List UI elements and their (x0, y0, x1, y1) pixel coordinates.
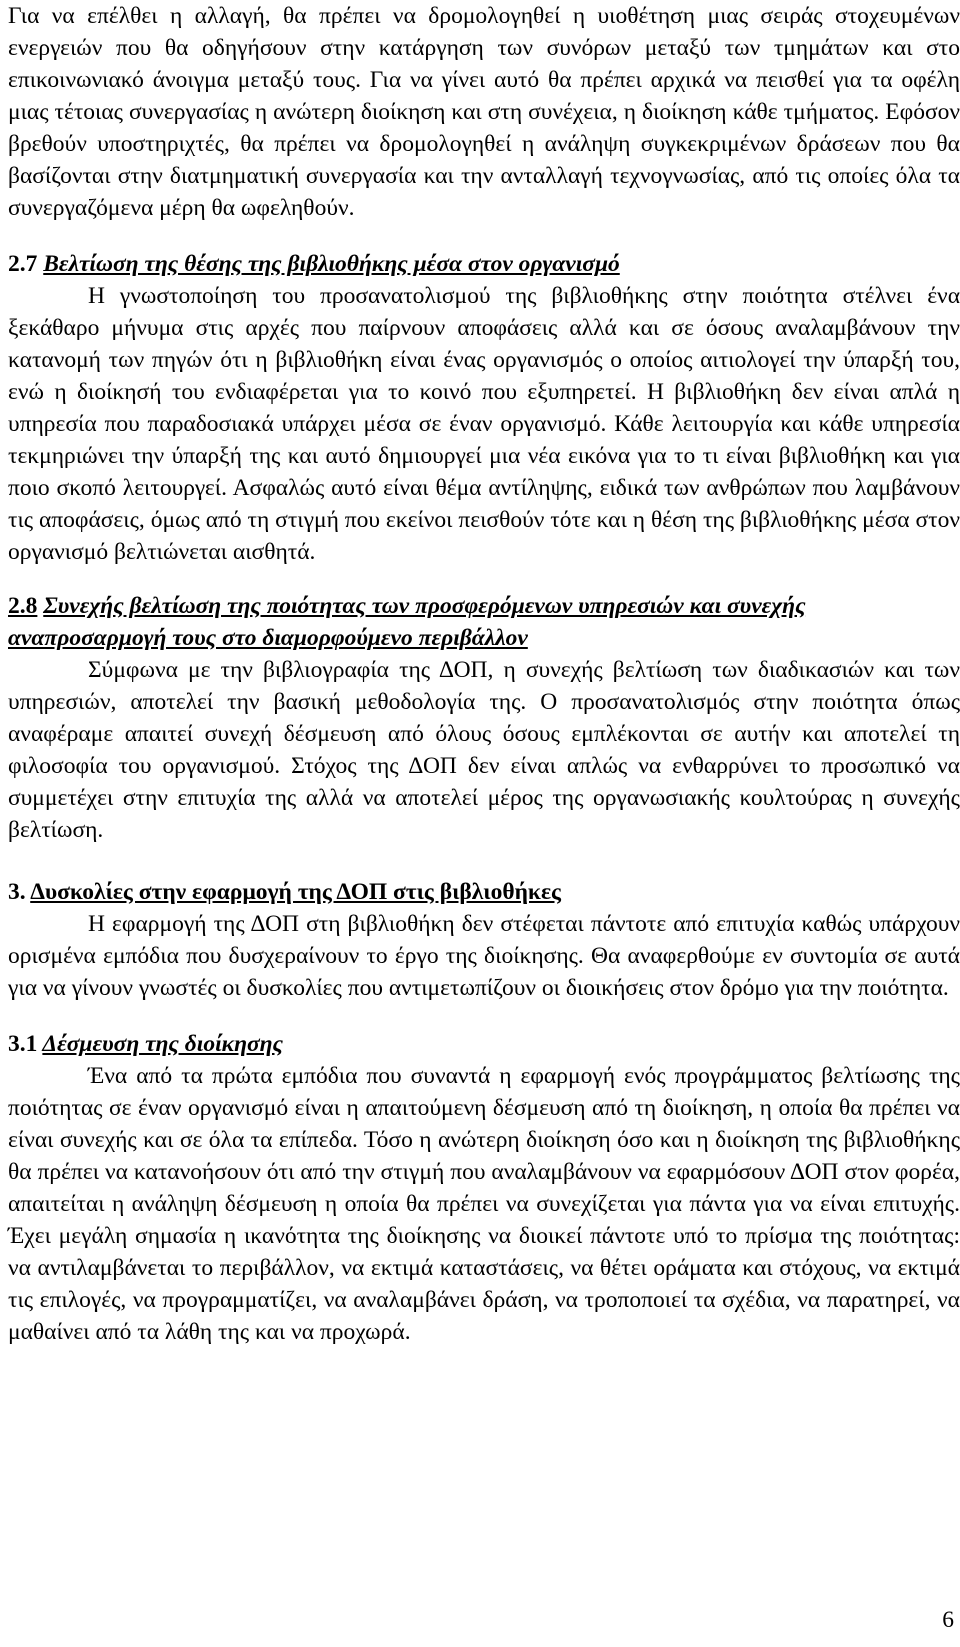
spacer (8, 568, 960, 590)
section-heading-2-8 (8, 590, 960, 654)
section-number: 3.1 (8, 1031, 38, 1057)
spacer (8, 1004, 960, 1028)
section-heading-2-7 (8, 248, 960, 280)
section-body-2-7: Η γνωστοποίηση του προσανατολισμού της βιβλιοθήκης στην ποιότητα στέλνει ένα ξεκάθαρο μήνυμα στις αρχές που παίρνουν αποφάσεις αλλά και σε όσους αναλαμβάνουν την κατανομή των πηγών ότι η βιβλιοθήκη είναι ένας οργανισμός ο οποίος αιτιολογεί την ύπαρξή του, ενώ η διοίκησή του ενδιαφέρεται για το κοινό που εξυπηρετεί. Η βιβλιοθήκη δεν είναι απλά η υπηρεσία που παραδοσιακά υπάρχει μέσα σε έναν οργανισμό. Κάθε λειτουργία και κάθε υπηρεσία τεκμηριώνει την ύπαρξή της και αυτό δημιουργεί μια νέα εικόνα για το τι είναι βιβλιοθήκη και για ποιο σκοπό λειτουργεί. Ασφαλώς αυτό είναι θέμα αντίληψης, ειδικά των ανθρώπων που λαμβάνουν τις αποφάσεις, όμως από τη στιγμή που εκείνοι πεισθούν τότε και η θέση της βιβλιοθήκης μέσα στον οργανισμό βελτιώνεται αισθητά. (8, 283, 960, 565)
section-title: Βελτίωση της θέσης της βιβλιοθήκης μέσα στον οργανισμό (43, 251, 620, 277)
spacer (8, 224, 960, 248)
section-body-3: Η εφαρμογή της ΔΟΠ στη βιβλιοθήκη δεν στέφεται πάντοτε από επιτυχία καθώς υπάρχουν ορισμένα εμπόδια που δυσχεραίνουν το έργο της διοίκησης. Θα αναφερθούμε εν συντομία σε αυτά για να γίνουν γνωστές οι δυσκολίες που αντιμετωπίζουν οι διοικήσεις στον δρόμο για την ποιότητα. (8, 911, 960, 1001)
section-title: Συνεχής βελτίωση της ποιότητας των προσφερόμενων υπηρεσιών και συνεχής αναπροσαρμογή τους στο διαμορφούμενο περιβάλλον (8, 593, 806, 651)
section-title: Δυσκολίες στην εφαρμογή της ΔΟΠ στις βιβλιοθήκες (30, 879, 561, 905)
intro-paragraph: Για να επέλθει η αλλαγή, θα πρέπει να δρομολογηθεί η υιοθέτηση μιας σειράς στοχευμένων ενεργειών που θα οδηγήσουν στην κατάργηση των συνόρων μεταξύ των τμημάτων και στο επικοινωνιακό άνοιγμα μεταξύ τους. Για να γίνει αυτό θα πρέπει αρχικά να πεισθεί για τα οφέλη μιας τέτοιας συνεργασίας η ανώτερη διοίκηση και στη συνέχεια, η διοίκηση κάθε τμήματος. Εφόσον βρεθούν υποστηριχτές, θα πρέπει να δρομολογηθεί η ανάληψη συγκεκριμένων δράσεων που θα βασίζονται στην διατμηματική συνεργασία και την ανταλλαγή τεχνογνωσίας, από τις οποίες όλα τα συνεργαζόμενα μέρη θα ωφεληθούν. (8, 3, 960, 221)
section-title: Δέσμευση της διοίκησης (42, 1031, 284, 1057)
page-number: 6 (942, 1607, 954, 1633)
spacer (8, 846, 960, 876)
section-body-3-1: Ένα από τα πρώτα εμπόδια που συναντά η εφαρμογή ενός προγράμματος βελτίωσης της ποιότητας σε έναν οργανισμό είναι η απαιτούμενη δέσμευση από τη διοίκηση, η οποία θα πρέπει να είναι συνεχής και σε όλα τα επίπεδα. Τόσο η ανώτερη διοίκηση όσο και η διοίκηση της βιβλιοθήκης θα πρέπει να κατανοήσουν ότι από την στιγμή που αναλαμβάνουν να εφαρμόσουν ΔΟΠ στον φορέα, απαιτείται η ανάληψη δέσμευση η οποία θα πρέπει να συνεχίζεται για πάντα για να είναι επιτυχής. Έχει μεγάλη σημασία η ικανότητα της διοίκησης να διοικεί πάντοτε υπό το πρίσμα της ποιότητας: να αντιλαμβάνεται το περιβάλλον, να εκτιμά καταστάσεις, να θέτει οράματα και στόχους, να εκτιμά τις επιλογές, να προγραμματίζει, να αναλαμβάνει δράση, να τροποποιεί τα σχέδια, να παρατηρεί, να μαθαίνει από τα λάθη της και να προχωρά. (8, 1063, 960, 1345)
document-page (8, 0, 960, 1348)
section-heading-3-1 (8, 1028, 960, 1060)
section-number: 2.8 (8, 593, 38, 619)
section-number: 2.7 (8, 251, 38, 277)
section-number: 3. (8, 879, 26, 905)
section-heading-3 (8, 876, 960, 908)
section-body-2-8: Σύμφωνα με την βιβλιογραφία της ΔΟΠ, η συνεχής βελτίωση των διαδικασιών και των υπηρεσιών, αποτελεί την βασική μεθοδολογία της. Ο προσανατολισμός στην ποιότητα όπως αναφέραμε απαιτεί συνεχή δέσμευση από όλους όσους εμπλέκονται σε αυτήν και αποτελεί τη φιλοσοφία του οργανισμού. Στόχος της ΔΟΠ δεν είναι απλώς να ενθαρρύνει το προσωπικό να συμμετέχει στην επιτυχία της αλλά να αποτελεί μέρος της οργανωσιακής κουλτούρας η συνεχής βελτίωση. (8, 657, 960, 843)
